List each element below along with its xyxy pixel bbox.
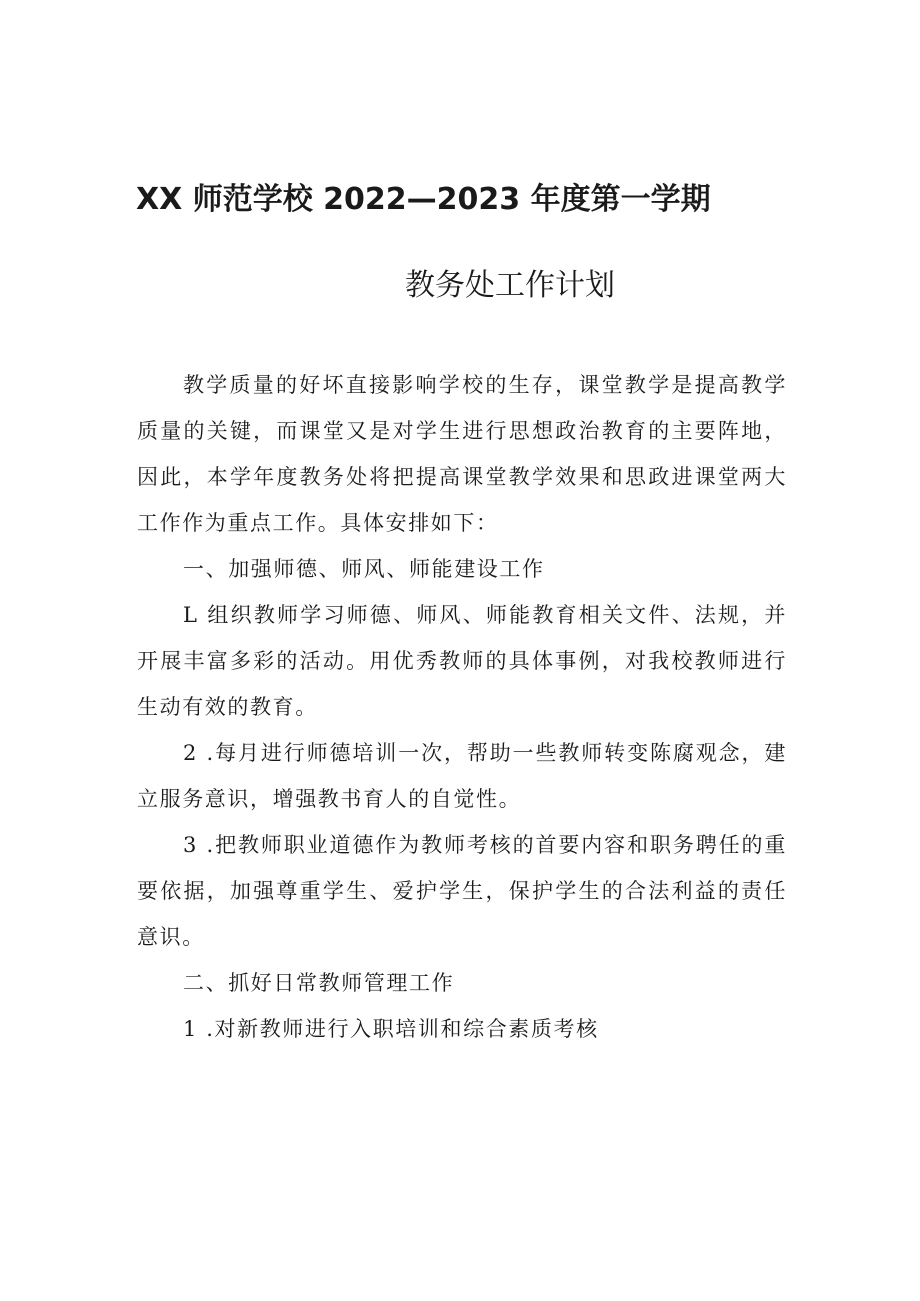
list-item-1-1: L 组织教师学习师德、师风、师能教育相关文件、法规，并开展丰富多彩的活动。用优秀教师的具体事例，对我校教师进行生动有效的教育。 (137, 603, 787, 719)
document-subtitle-text: 教务处工作计划 (405, 268, 615, 303)
list-item-1-3: 3 .把教师职业道德作为教师考核的首要内容和职务聘任的重要依据，加强尊重学生、爱护学生，保护学生的合法利益的责任意识。 (137, 833, 787, 949)
section-heading-2: 二、抓好日常教师管理工作 (183, 971, 455, 995)
list-item-1-2: 2 .每月进行师德培训一次，帮助一些教师转变陈腐观念，建立服务意识，增强教书育人的自觉性。 (137, 741, 787, 811)
section-heading-1: 一、加强师德、师风、师能建设工作 (183, 557, 545, 581)
paragraph-intro: 教学质量的好坏直接影响学校的生存，课堂教学是提高教学质量的关键，而课堂又是对学生进行思想政治教育的主要阵地，因此，本学年度教务处将把提高课堂教学效果和思政进课堂两大工作作为重点工作。具体安排如下： (137, 373, 787, 535)
document-body (137, 362, 787, 1052)
document-title: XX 师范学校 2022—2023 年度第一学期 (136, 182, 711, 217)
list-item-2-1: 1 .对新教师进行入职培训和综合素质考核 (183, 1017, 599, 1041)
document-subtitle (0, 264, 920, 308)
